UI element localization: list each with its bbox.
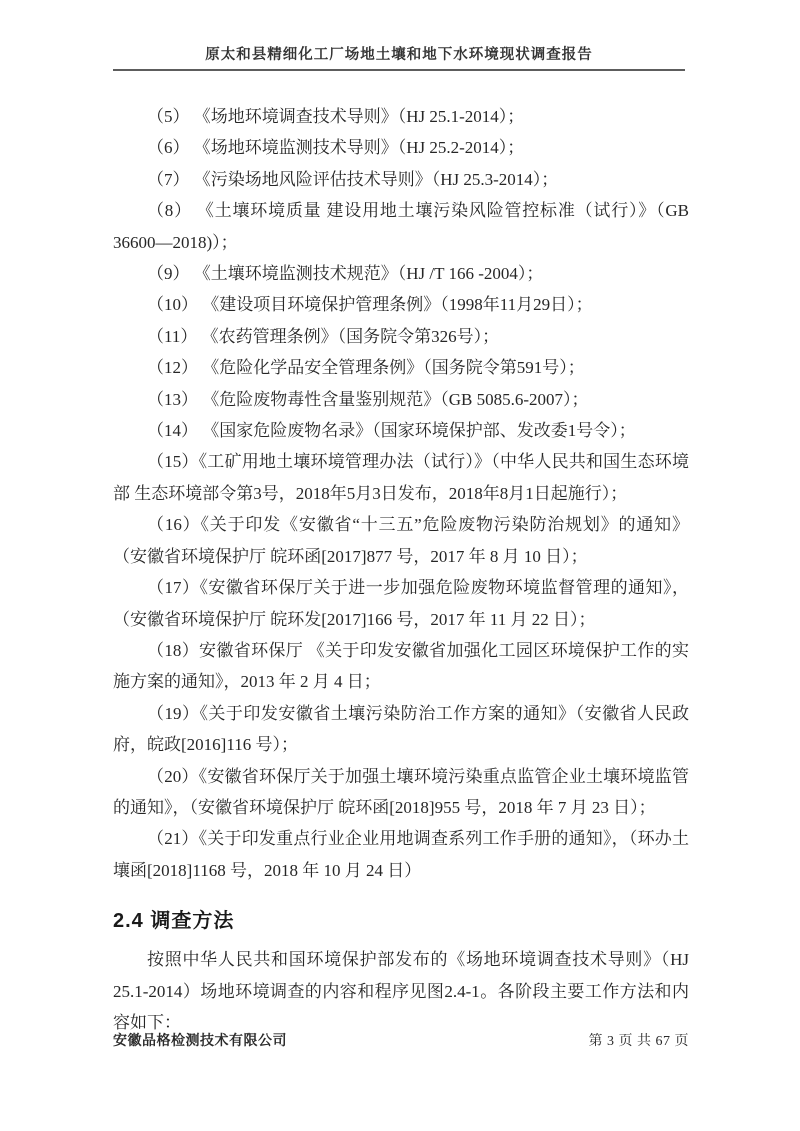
page-header [113, 46, 685, 71]
reference-item-5: （5） 《场地环境调查技术导则》（HJ 25.1-2014）； [147, 107, 525, 126]
reference-item-20: （20）《安徽省环保厅关于加强土壤环境污染重点监管企业土壤环境监管的通知》，（安徽省环境保护厅 皖环函[2018]955 号，2018 年 7 月 23 日）； [113, 766, 689, 817]
section-heading-2-4: 2.4 调查方法 [113, 910, 235, 933]
document-body [113, 101, 689, 1038]
reference-item-13: （13） 《危险废物毒性含量鉴别规范》（GB 5085.6-2007）； [147, 389, 589, 409]
reference-item-15: （15）《工矿用地土壤环境管理办法（试行）》（中华人民共和国生态环境部 生态环境部令第3号，2018年5月3日发布，2018年8月1日起施行）； [113, 452, 689, 503]
reference-item-7: （7） 《污染场地风险评估技术导则》（HJ 25.3-2014）； [147, 169, 559, 189]
reference-item-11: （11） 《农药管理条例》（国务院令第326号）； [147, 326, 500, 346]
page-header-title: 原太和县精细化工厂场地土壤和地下水环境现状调查报告 [205, 47, 593, 63]
reference-item-10: （10） 《建设项目环境保护管理条例》（1998年11月29日）； [147, 295, 593, 315]
reference-item-6: （6） 《场地环境监测技术导则》（HJ 25.2-2014）； [147, 138, 525, 158]
reference-item-14: （14） 《国家危险废物名录》（国家环境保护部、发改委1号令）； [147, 421, 636, 441]
body-paragraph: 按照中华人民共和国环境保护部发布的《场地环境调查技术导则》（HJ 25.1-2014）场地环境调查的内容和程序见图2.4-1。各阶段主要工作方法和内容如下： [113, 950, 689, 1032]
footer-page-number: 第 3 页 共 67 页 [588, 1034, 689, 1049]
reference-item-19: （19）《关于印发安徽省土壤污染防治工作方案的通知》（安徽省人民政府，皖政[2016]116 号）； [113, 703, 689, 755]
reference-item-12: （12） 《危险化学品安全管理条例》（国务院令第591号）； [147, 358, 585, 378]
reference-item-18: （18）安徽省环保厅 《关于印发安徽省加强化工园区环境保护工作的实施方案的通知》，2013 年 2 月 4 日； [113, 640, 689, 692]
reference-item-17: （17）《安徽省环保厅关于进一步加强危险废物环境监督管理的通知》，（安徽省环境保护厅 皖环发[2017]166 号，2017 年 11 月 22 日）； [113, 578, 689, 629]
reference-item-16: （16）《关于印发《安徽省“十三五”危险废物污染防治规划》的通知》（安徽省环境保护厅 皖环函[2017]877 号，2017 年 8 月 10 日）； [113, 515, 689, 566]
page-footer [113, 1032, 689, 1052]
reference-item-9: （9） 《土壤环境监测技术规范》（HJ /T 166 -2004）； [147, 264, 544, 284]
reference-item-8: （8） 《土壤环境质量 建设用地土壤污染风险管控标准（试行）》（GB 36600—2018)）； [113, 201, 689, 252]
footer-company: 安徽品格检测技术有限公司 [113, 1034, 287, 1049]
reference-item-21: （21）《关于印发重点行业企业用地调查系列工作手册的通知》，（环办土壤函[2018]1168 号，2018 年 10 月 24 日） [113, 829, 689, 880]
header-divider [113, 69, 685, 71]
